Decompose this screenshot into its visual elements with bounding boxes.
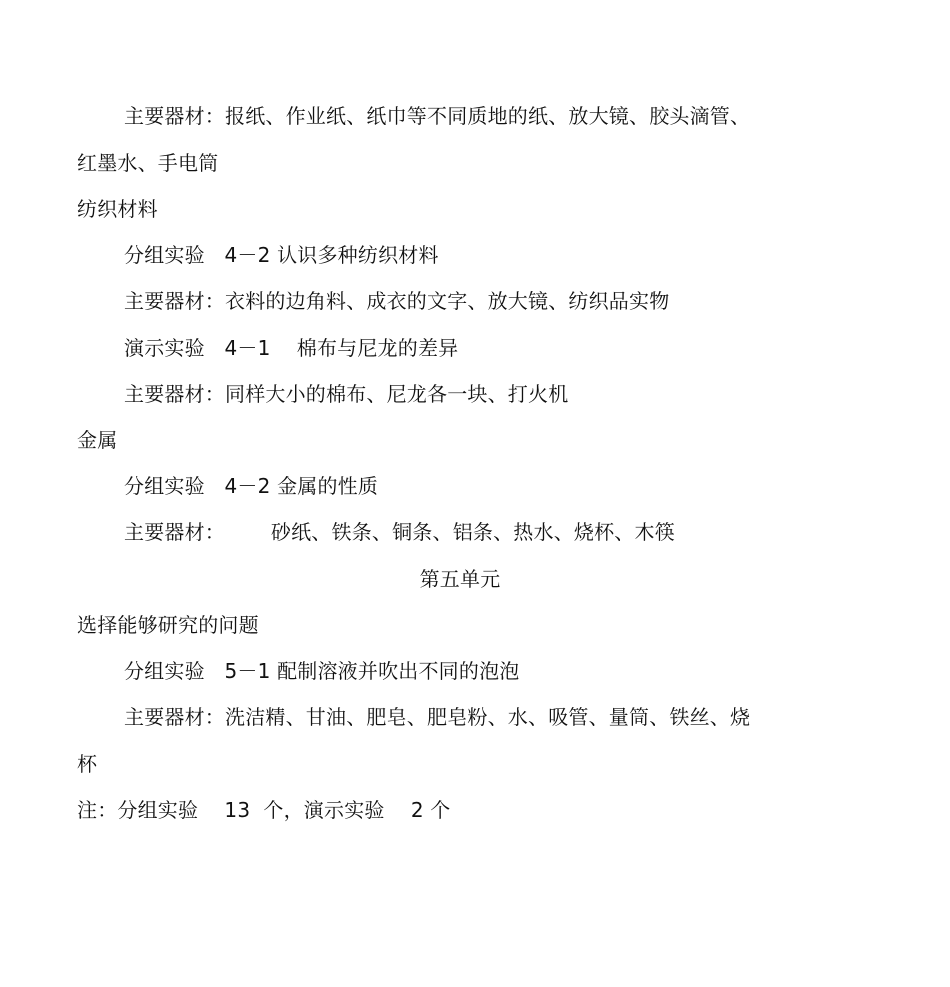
section-heading-textiles: 纺织材料 — [77, 197, 158, 221]
equipment-line-paper-continued: 红墨水、手电筒 — [77, 151, 219, 175]
section-heading-research-questions: 选择能够研究的问题 — [77, 613, 259, 637]
equipment-line-paper: 主要器材：报纸、作业纸、纸巾等不同质地的纸、放大镜、胶头滴管、 — [124, 104, 751, 128]
demo-experiment-4-1: 演示实验 4－1 棉布与尼龙的差异 — [124, 336, 459, 360]
group-experiment-4-2-textiles: 分组实验 4－2 认识多种纺织材料 — [124, 243, 439, 267]
equipment-line-bubbles-continued: 杯 — [77, 752, 98, 776]
section-heading-metals: 金属 — [77, 428, 118, 452]
equipment-line-textiles: 主要器材：衣料的边角料、成衣的文字、放大镜、纺织品实物 — [124, 289, 670, 313]
group-experiment-5-1: 分组实验 5－1 配制溶液并吹出不同的泡泡 — [124, 659, 520, 683]
unit-heading-five: 第五单元 — [419, 567, 501, 591]
group-experiment-4-2-metals: 分组实验 4－2 金属的性质 — [124, 474, 379, 498]
summary-note: 注：分组实验 13 个，演示实验 2 个 — [77, 798, 451, 822]
equipment-line-cotton-nylon: 主要器材：同样大小的棉布、尼龙各一块、打火机 — [124, 382, 569, 406]
equipment-line-bubbles: 主要器材：洗洁精、甘油、肥皂、肥皂粉、水、吸管、量筒、铁丝、烧 — [124, 705, 751, 729]
equipment-line-metals: 主要器材： 砂纸、铁条、铜条、铝条、热水、烧杯、木筷 — [124, 520, 675, 544]
